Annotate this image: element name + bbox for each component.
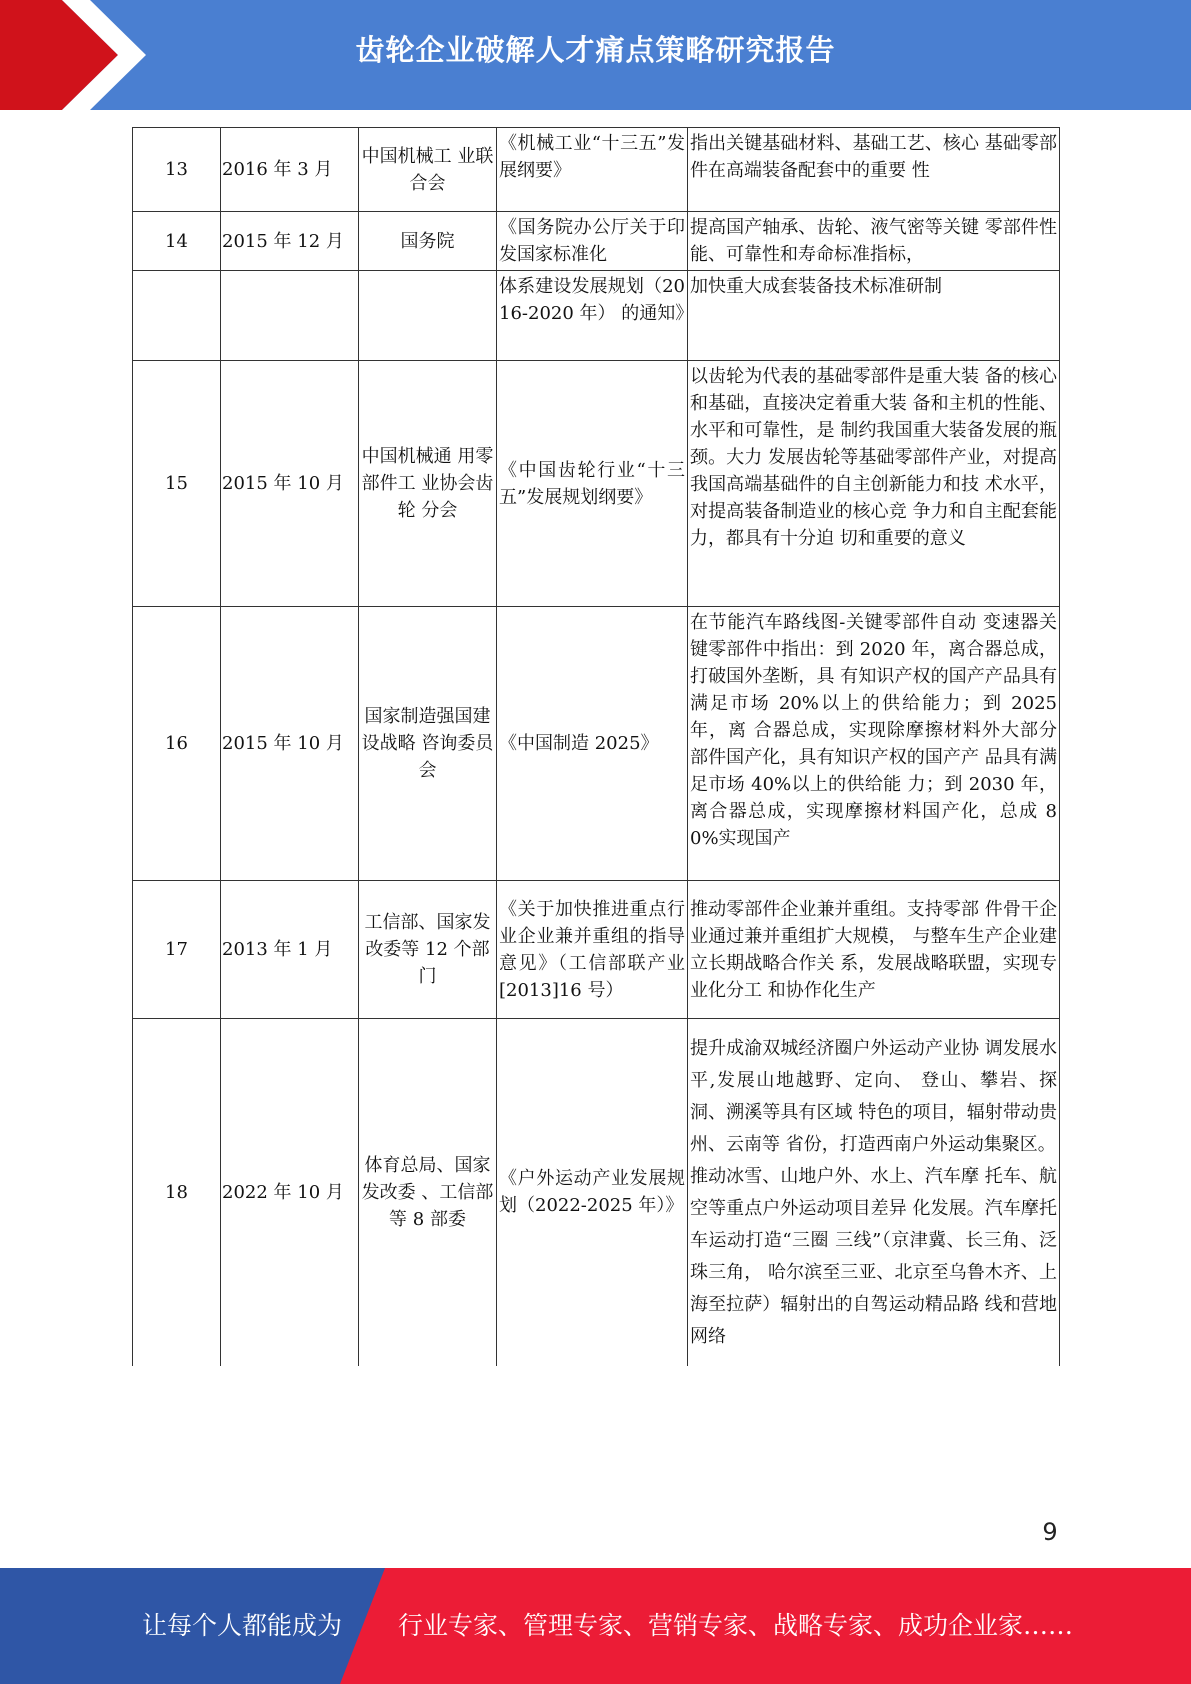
row-document: 《中国制造 2025》 bbox=[497, 607, 688, 881]
table-row bbox=[133, 1019, 1060, 1366]
row-date: 2015 年 12 月 bbox=[221, 212, 359, 271]
row-date: 2015 年 10 月 bbox=[221, 361, 359, 607]
row-document: 体系建设发展规划（2016-2020 年） 的通知》 bbox=[497, 271, 688, 361]
row-number: 15 bbox=[133, 361, 221, 607]
row-date: 2016 年 3 月 bbox=[221, 128, 359, 212]
row-number: 18 bbox=[133, 1019, 221, 1366]
row-organization: 体育总局、国家发改委 、工信部等 8 部委 bbox=[359, 1019, 497, 1366]
row-document: 《中国齿轮行业“十三五”发展规划纲要》 bbox=[497, 361, 688, 607]
table-row bbox=[133, 212, 1060, 271]
row-document: 《户外运动产业发展规划（2022-2025 年）》 bbox=[497, 1019, 688, 1366]
row-number: 14 bbox=[133, 212, 221, 271]
table-row bbox=[133, 271, 1060, 361]
page-title: 齿轮企业破解人才痛点策略研究报告 bbox=[355, 33, 836, 67]
row-organization: 国家制造强国建设战略 咨询委员会 bbox=[359, 607, 497, 881]
content-paragraph: 推动冰雪、山地户外、水上、汽车摩 托车、航空等重点户外运动项目差异 化发展。汽车摩托车运动打造“三圈 三线”（京津冀、长三角、泛珠三角， 哈尔滨至三亚、北京至乌鲁木齐、上 海至拉萨）辐射出的自驾运动精品路 线和营地网络 bbox=[690, 1166, 1057, 1347]
row-content: 提高国产轴承、齿轮、液气密等关键 零部件性能、可靠性和寿命标准指标， bbox=[688, 212, 1060, 271]
row-date: 2013 年 1 月 bbox=[221, 881, 359, 1019]
policy-table bbox=[132, 127, 1060, 1366]
row-content bbox=[688, 1019, 1060, 1366]
row-organization: 工信部、国家发改委等 12 个部门 bbox=[359, 881, 497, 1019]
row-number: 17 bbox=[133, 881, 221, 1019]
row-organization: 国务院 bbox=[359, 212, 497, 271]
row-number bbox=[133, 271, 221, 361]
table-row bbox=[133, 128, 1060, 212]
row-content: 推动零部件企业兼并重组。支持零部 件骨干企业通过兼并重组扩大规模， 与整车生产企业建立长期战略合作关 系，发展战略联盟，实现专业化分工 和协作化生产 bbox=[688, 881, 1060, 1019]
footer-slogan-right: 行业专家、管理专家、营销专家、战略专家、成功企业家…… bbox=[398, 1611, 1074, 1640]
row-document: 《机械工业“十三五”发展纲要》 bbox=[497, 128, 688, 212]
row-organization: 中国机械工 业联合会 bbox=[359, 128, 497, 212]
row-document: 《国务院办公厅关于印发国家标准化 bbox=[497, 212, 688, 271]
footer-slogan-left: 让每个人都能成为 bbox=[142, 1611, 343, 1640]
row-content: 在节能汽车路线图-关键零部件自动 变速器关键零部件中指出：到 2020 年，离合器总成，打破国外垄断，具 有知识产权的国产产品具有满足市场 20%以上的供给能力；到 2025 年，离 合器总成，实现除摩擦材料外大部分 部件国产化，具有知识产权的国产产 品具有满足市场 40%以上的供给能 力；到 2030 年，离合器总成，实现摩擦材料国产化，总成 80%实现国产 bbox=[688, 607, 1060, 881]
row-number: 16 bbox=[133, 607, 221, 881]
row-content: 指出关键基础材料、基础工艺、核心 基础零部件在高端装备配套中的重要 性 bbox=[688, 128, 1060, 212]
table-row bbox=[133, 881, 1060, 1019]
page-footer bbox=[0, 1568, 1191, 1684]
row-content: 加快重大成套装备技术标准研制 bbox=[688, 271, 1060, 361]
row-date: 2022 年 10 月 bbox=[221, 1019, 359, 1366]
table-row bbox=[133, 607, 1060, 881]
table-row bbox=[133, 361, 1060, 607]
page-header bbox=[0, 0, 1191, 110]
row-number: 13 bbox=[133, 128, 221, 212]
row-organization bbox=[359, 271, 497, 361]
row-content: 以齿轮为代表的基础零部件是重大装 备的核心和基础，直接决定着重大装 备和主机的性能、水平和可靠性，是 制约我国重大装备发展的瓶颈。大力 发展齿轮等基础零部件产业，对提高 我国高端基础件的自主创新能力和技 术水平，对提高装备制造业的核心竞 争力和自主配套能力，都具有十分迫 切和重要的意义 bbox=[688, 361, 1060, 607]
row-organization: 中国机械通 用零部件工 业协会齿轮 分会 bbox=[359, 361, 497, 607]
row-document: 《关于加快推进重点行业企业兼并重组的指导意见》（工信部联产业 [2013]16 号） bbox=[497, 881, 688, 1019]
content-paragraph: 提升成渝双城经济圈户外运动产业协 调发展水平,发展山地越野、定向、 登山、攀岩、探洞、溯溪等具有区域 特色的项目，辐射带动贵州、云南等 省份，打造西南户外运动集聚区。 bbox=[690, 1038, 1057, 1155]
row-date: 2015 年 10 月 bbox=[221, 607, 359, 881]
page-number: 9 bbox=[1042, 1518, 1058, 1546]
row-date bbox=[221, 271, 359, 361]
